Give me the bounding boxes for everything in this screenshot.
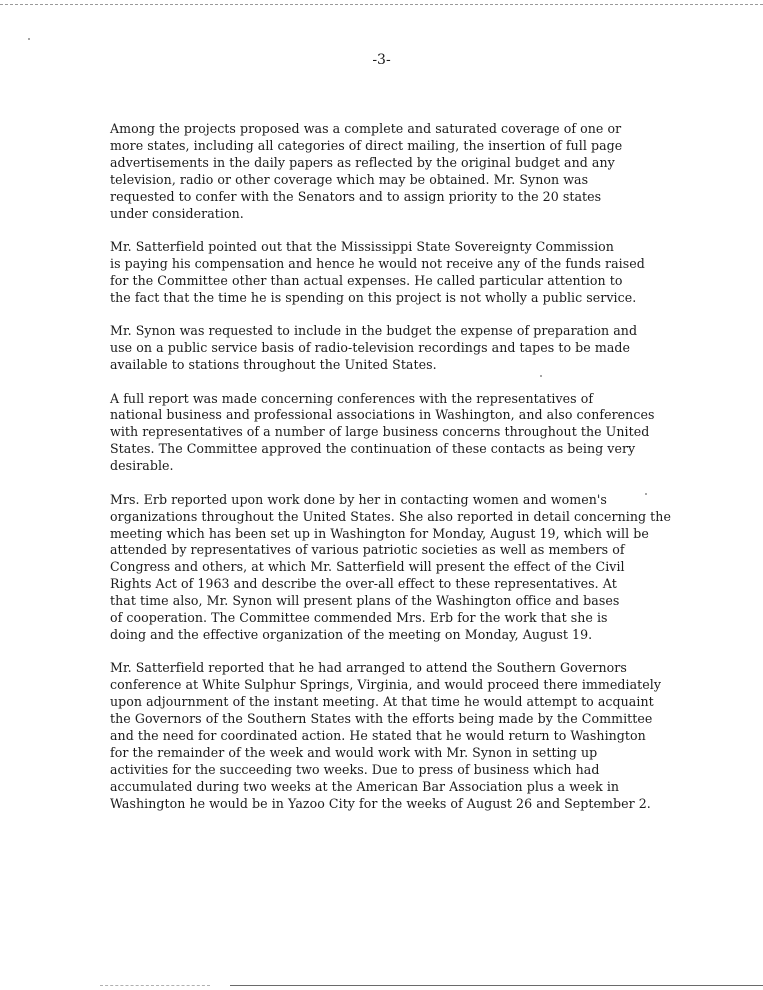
paragraph-conferences-report	[110, 391, 700, 476]
paragraph-satterfield-compensation	[110, 239, 700, 307]
scan-speck	[645, 493, 647, 495]
paragraph-projects-proposed	[110, 121, 700, 222]
text-line: accumulated during two weeks at the American Bar Association plus a week in	[110, 778, 620, 794]
text-line: desirable.	[110, 458, 174, 474]
text-line: of cooperation. The Committee commended Mrs. Erb for the work that she is	[110, 610, 608, 626]
text-line: under consideration.	[110, 205, 244, 221]
text-line: advertisements in the daily papers as reflected by the original budget and any	[110, 154, 615, 170]
text-line: conference at White Sulphur Springs, Virginia, and would proceed there immediately	[110, 677, 661, 693]
text-line: Mrs. Erb reported upon work done by her in contacting women and women's	[110, 491, 607, 507]
text-line: with representatives of a number of large business concerns throughout the United	[110, 424, 650, 440]
text-line: use on a public service basis of radio-television recordings and tapes to be made	[110, 340, 630, 356]
text-line: requested to confer with the Senators and to assign priority to the 20 states	[110, 188, 602, 204]
paragraph-southern-governors	[110, 660, 700, 812]
scan-speck	[28, 38, 30, 40]
document-body	[110, 121, 700, 829]
text-line: Congress and others, at which Mr. Satterfield will present the effect of the Civil	[110, 559, 625, 575]
top-edge-dashed-border	[0, 4, 763, 5]
text-line: and the need for coordinated action. He stated that he would return to Washington	[110, 728, 646, 744]
text-line: Mr. Synon was requested to include in the budget the expense of preparation and	[110, 323, 638, 339]
text-line: upon adjournment of the instant meeting. At that time he would attempt to acquaint	[110, 694, 654, 710]
text-line: national business and professional associations in Washington, and also conferences	[110, 407, 655, 423]
paragraph-erb-report	[110, 492, 700, 644]
text-line: that time also, Mr. Synon will present plans of the Washington office and bases	[110, 593, 620, 609]
text-line: available to stations throughout the United States.	[110, 357, 437, 373]
text-line: activities for the succeeding two weeks. Due to press of business which had	[110, 761, 600, 777]
text-line: attended by representatives of various patriotic societies as well as members of	[110, 542, 625, 558]
text-line: Mr. Satterfield pointed out that the Mississippi State Sovereignty Commission	[110, 239, 614, 255]
text-line: for the remainder of the week and would work with Mr. Synon in setting up	[110, 744, 598, 760]
bottom-edge-dashed-border	[100, 985, 210, 986]
text-line: is paying his compensation and hence he would not receive any of the funds raised	[110, 255, 645, 271]
text-line: organizations throughout the United States. She also reported in detail concerning the	[110, 508, 671, 524]
scan-speck	[540, 375, 542, 377]
text-line: Mr. Satterfield reported that he had arranged to attend the Southern Governors	[110, 660, 627, 676]
text-line: Washington he would be in Yazoo City for the weeks of August 26 and September 2.	[110, 795, 651, 811]
text-line: Among the projects proposed was a complete and saturated coverage of one or	[110, 121, 622, 136]
text-line: for the Committee other than actual expenses. He called particular attention to	[110, 272, 623, 288]
text-line: television, radio or other coverage which may be obtained. Mr. Synon was	[110, 171, 589, 187]
page-number: -3-	[372, 52, 391, 68]
text-line: meeting which has been set up in Washington for Monday, August 19, which will be	[110, 525, 649, 541]
text-line: the Governors of the Southern States with the efforts being made by the Committee	[110, 711, 653, 727]
text-line: A full report was made concerning conferences with the representatives of	[110, 390, 594, 406]
text-line: States. The Committee approved the continuation of these contacts as being very	[110, 441, 636, 457]
text-line: more states, including all categories of direct mailing, the insertion of full page	[110, 137, 623, 153]
text-line: the fact that the time he is spending on this project is not wholly a public service.	[110, 289, 637, 305]
paragraph-synon-budget	[110, 323, 700, 374]
bottom-edge-rule	[230, 985, 763, 986]
text-line: Rights Act of 1963 and describe the over-all effect to these representatives. At	[110, 576, 617, 592]
text-line: doing and the effective organization of the meeting on Monday, August 19.	[110, 626, 593, 642]
